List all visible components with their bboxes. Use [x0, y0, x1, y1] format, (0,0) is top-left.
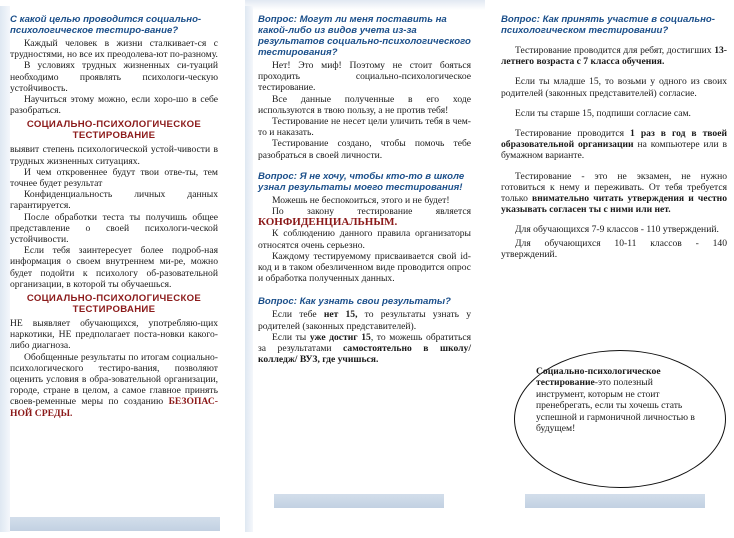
question-heading: Вопрос: Могут ли меня поставить на какой-либо из видов учета из-за результатов социально-психологического тестирования?	[258, 14, 471, 58]
confidential-text: КОНФИДЕНЦИАЛЬНЫМ.	[258, 216, 398, 229]
paragraph: И чем откровеннее будут твои отве-ты, тем точнее будет результат	[10, 166, 218, 190]
callout-text	[536, 366, 704, 434]
paragraph	[501, 128, 727, 162]
bold-text: 13-летнего возраста с 7 класса обучения.	[501, 45, 727, 68]
question-heading: Вопрос: Как узнать свои результаты?	[258, 296, 451, 308]
column-middle	[245, 0, 485, 538]
text: то результаты узнать у родителей (законных представителей).	[258, 309, 472, 332]
paragraph: выявит степень психологической устой-чивости в трудных жизненных ситуациях.	[10, 144, 218, 167]
decorative-bottom-bar	[274, 494, 444, 508]
column-middle-text	[258, 14, 471, 365]
text: Тестирование проводится для ребят, достигших	[515, 45, 712, 56]
text: Если тебе	[272, 309, 317, 321]
paragraph: НЕ выявляет обучающихся, употребляю-щих наркотики, НЕ предполагает поста-новки какого-либо диагноза.	[10, 318, 218, 352]
paragraph: Все данные полученные в его ходе используются в твою пользу, а не против тебя!	[258, 93, 471, 116]
paragraph	[501, 45, 727, 67]
decorative-band	[0, 6, 10, 532]
text: Если ты	[272, 331, 307, 343]
question-heading: Вопрос: Я не хочу, чтобы кто-то в школе узнал результаты моего тестирования!	[258, 170, 465, 193]
paragraph: Можешь не беспокоиться, этого и не будет!	[272, 194, 450, 206]
bold-text: Социально-психологическое тестирование	[536, 366, 661, 389]
paragraph: Для обучающихся 10-11 классов - 140 утверждений.	[501, 237, 727, 260]
text: По закону тестирование является	[272, 206, 471, 218]
text: , то можешь обратиться за результатами	[258, 331, 471, 355]
bold-text: внимательно читать утверждения и честно указывать согласен ты с ними или нет.	[501, 193, 727, 216]
decorative-bottom-bar	[525, 494, 705, 508]
text: Тестирование - это не экзамен, не нужно готовиться к нему и переживать. От тебя требуется только	[501, 170, 727, 205]
paragraph	[10, 352, 218, 419]
paragraph: После обработки теста ты получишь общее представление о своей психологи-ческой устойчивости.	[10, 211, 218, 246]
paragraph: Каждому тестируемому присваивается свой id-код и в таком обезличенном виде проводится опрос и обработка полученных данных.	[258, 250, 471, 285]
column-left-text	[10, 14, 218, 419]
paragraph: Для обучающихся 7-9 классов - 110 утверждений.	[515, 224, 719, 236]
safe-environment-text: БЕЗОПАС-НОЙ СРЕДЫ.	[10, 396, 218, 419]
paragraph	[258, 206, 471, 228]
paragraph	[501, 171, 727, 216]
bold-text: самостоятельно в школу/ колледж/ ВУЗ, где учишься.	[258, 343, 471, 366]
heading: С какой целью проводится социально-психологическое тестиро-вание?	[10, 14, 202, 36]
paragraph	[258, 309, 471, 331]
paragraph	[258, 332, 471, 366]
text: Тестирование проводится	[515, 128, 625, 140]
bold-text: нет 15,	[323, 309, 358, 321]
paragraph: Научиться этому можно, если хоро-шо в себе разобраться.	[10, 94, 218, 117]
question-heading: Вопрос: Как принять участие в социально-психологическом тестировании?	[501, 14, 715, 36]
paragraph: К соблюдению данного правила организаторы относятся очень серьезно.	[258, 228, 471, 251]
decorative-bottom-bar	[10, 517, 220, 531]
paragraph: Если ты младше 15, то возьми у одного из своих родителей (законных представителей) согласие.	[501, 76, 727, 99]
center-heading: СОЦИАЛЬНО-ПСИХОЛОГИЧЕСКОЕ ТЕСТИРОВАНИЕ	[26, 119, 202, 142]
bold-text: уже достиг 15	[309, 331, 371, 343]
paragraph: Нет! Это миф! Поэтому не стоит бояться проходить социально-психологическое тестирование.	[258, 60, 471, 94]
bold-text: 1 раз в год в твоей образовательной организации	[501, 128, 728, 151]
paragraph: Если ты старше 15, подпиши согласие сам.	[515, 107, 691, 119]
paragraph: Конфиденциальность личных данных гарантируется.	[10, 189, 218, 212]
column-left	[0, 0, 224, 538]
column-right-text	[501, 14, 727, 269]
text: на компьютере или в бумажном варианте.	[501, 139, 727, 162]
text: Обобщенные результаты по итогам социально-психологического тестиро-вания, позволяют оценить условия в обра-зовательной организации, городе, стране в целом, а самое главное принять своев-ременные меры по созданию	[10, 351, 218, 408]
text: -это полезный инструмент, которым не стоит пренебрегать, если ты хочешь стать успешной и гармоничной личностью в будущем!	[536, 377, 695, 435]
paragraph: Тестирование создано, чтобы помочь тебе разобраться в своей личности.	[258, 138, 471, 161]
center-heading: СОЦИАЛЬНО-ПСИХОЛОГИЧЕСКОЕ ТЕСТИРОВАНИЕ	[26, 293, 202, 316]
paragraph: Тестирование не несет цели уличить тебя в чем-то и наказать.	[258, 116, 471, 139]
paragraph: Если тебя заинтересует более подроб-ная информация о своем внутреннем ми-ре, можно будет подойти к психологу об-разовательной организации, в которой ты обучаешься.	[10, 245, 218, 290]
decorative-band	[245, 6, 253, 532]
paragraph: В условиях трудных жизненных си-туаций необходимо проявлять психологи-ческую устойчивость.	[10, 60, 218, 94]
paragraph: Каждый человек в жизни сталкивает-ся с трудностями, но все их преодолева-ют по-разному.	[10, 38, 218, 61]
